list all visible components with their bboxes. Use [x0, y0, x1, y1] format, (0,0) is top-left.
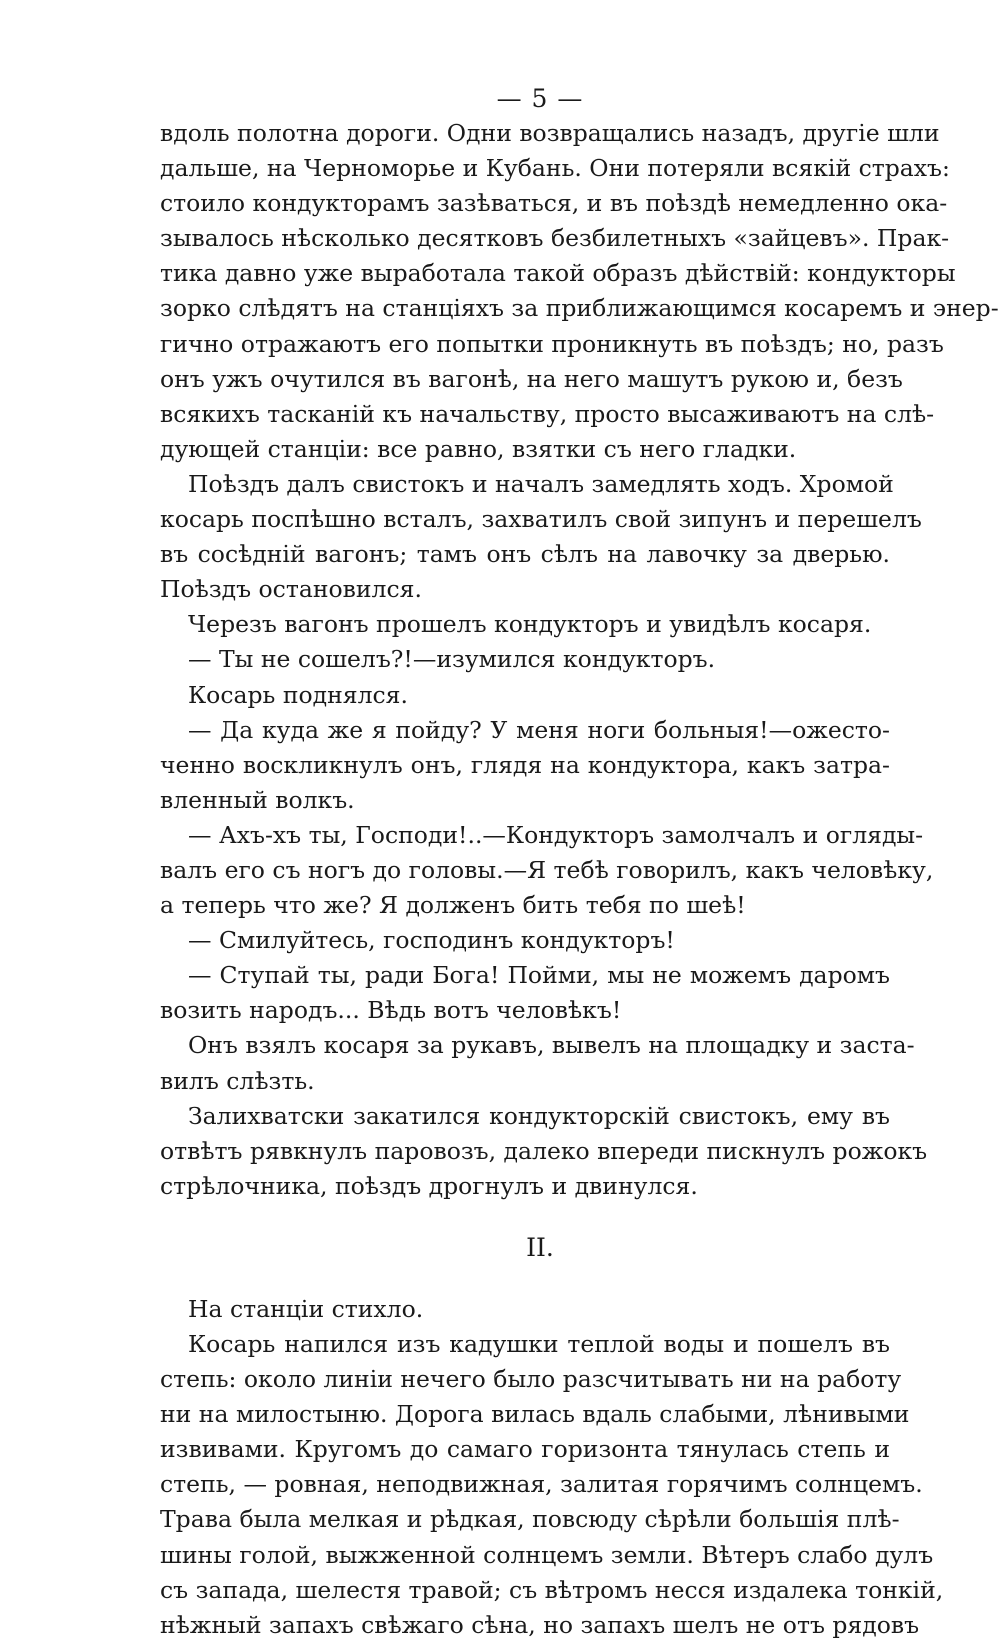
text-line: стоило кондукторамъ зазѣваться, и въ поѣздѣ немедленно ока-: [160, 189, 948, 218]
text-line: онъ ужъ очутился въ вагонѣ, на него машутъ рукою и, безъ: [160, 364, 903, 393]
text-line: — Ты не сошелъ?!—изумился кондукторъ.: [188, 645, 716, 674]
book-page: [160, 82, 999, 1643]
page-number: — 5 —: [496, 84, 584, 113]
text-line: гично отражаютъ его попытки проникнуть въ поѣздъ; но, разъ: [160, 329, 944, 358]
text-line: вилъ слѣзть.: [160, 1066, 315, 1095]
text-line: — Ахъ-хъ ты, Господи!..—Кондукторъ замолчалъ и огляды-: [188, 820, 924, 849]
text-line: съ запада, шелестя травой; съ вѣтромъ несся издалека тонкій,: [160, 1575, 944, 1604]
text-line: всякихъ тасканій къ начальству, просто высаживаютъ на слѣ-: [160, 399, 935, 428]
text-line: степь, — ровная, неподвижная, залитая горячимъ солнцемъ.: [160, 1470, 923, 1499]
text-line: — Смилуйтесь, господинъ кондукторъ!: [188, 926, 675, 955]
text-line: извивами. Кругомъ до самаго горизонта тянулась степь и: [160, 1435, 890, 1464]
text-line: Черезъ вагонъ прошелъ кондукторъ и увидѣлъ косаря.: [188, 610, 872, 639]
text-line: въ сосѣдній вагонъ; тамъ онъ сѣлъ на лавочку за дверью.: [160, 540, 890, 569]
text-line: нѣжный запахъ свѣжаго сѣна, но запахъ шелъ не отъ рядовъ: [160, 1610, 920, 1639]
text-line: дующей станціи: все равно, взятки съ него гладки.: [160, 434, 797, 463]
text-line: — Да куда же я пойду? У меня ноги больныя!—ожесто-: [188, 715, 890, 744]
text-line: отвѣтъ рявкнулъ паровозъ, далеко впереди пискнулъ рожокъ: [160, 1136, 928, 1165]
text-line: зывалось нѣсколько десятковъ безбилетныхъ «зайцевъ». Прак-: [160, 224, 950, 253]
text-block-before: [160, 116, 999, 1204]
text-block-after: [160, 1292, 944, 1643]
text-line: косарь поспѣшно всталъ, захватилъ свой зипунъ и перешелъ: [160, 505, 922, 534]
text-line: возить народъ... Вѣдь вотъ человѣкъ!: [160, 996, 622, 1025]
text-line: Трава была мелкая и рѣдкая, повсюду сѣрѣли большія плѣ-: [160, 1505, 900, 1534]
text-line: вдоль полотна дороги. Одни возвращались назадъ, другіе шли: [160, 119, 940, 147]
text-line: Поѣздъ остановился.: [160, 575, 422, 604]
text-line: степь: около линіи нечего было разсчитывать ни на работу: [160, 1365, 902, 1394]
text-line: Косарь поднялся.: [188, 680, 408, 709]
text-line: дальше, на Черноморье и Кубань. Они потеряли всякій страхъ:: [160, 154, 950, 183]
text-line: На станціи стихло.: [188, 1294, 424, 1323]
text-line: Косарь напился изъ кадушки теплой воды и пошелъ въ: [188, 1330, 890, 1358]
text-line: вленный волкъ.: [160, 785, 355, 814]
text-line: — Ступай ты, ради Бога! Пойми, мы не можемъ даромъ: [188, 961, 890, 990]
text-line: тика давно уже выработала такой образъ дѣйствій: кондукторы: [160, 259, 956, 288]
text-line: Поѣздъ далъ свистокъ и началъ замедлять ходъ. Хромой: [188, 469, 894, 498]
text-line: зорко слѣдятъ на станціяхъ за приближающимся косаремъ и энер-: [160, 294, 999, 323]
text-line: стрѣлочника, поѣздъ дрогнулъ и двинулся.: [160, 1171, 698, 1200]
text-line: ни на милостыню. Дорога вилась вдаль слабыми, лѣнивыми: [160, 1400, 910, 1429]
text-line: Залихватски закатился кондукторскій свистокъ, ему въ: [188, 1101, 890, 1130]
text-line: шины голой, выжженной солнцемъ земли. Вѣтеръ слабо дулъ: [160, 1540, 934, 1569]
text-line: Онъ взялъ косаря за рукавъ, вывелъ на площадку и заста-: [188, 1031, 915, 1060]
text-line: а теперь что же? Я долженъ бить тебя по шеѣ!: [160, 891, 746, 920]
text-line: ченно воскликнулъ онъ, глядя на кондуктора, какъ затра-: [160, 750, 890, 779]
section-heading: II.: [526, 1232, 554, 1262]
text-line: валъ его съ ногъ до головы.—Я тебѣ говорилъ, какъ человѣку,: [160, 855, 934, 884]
